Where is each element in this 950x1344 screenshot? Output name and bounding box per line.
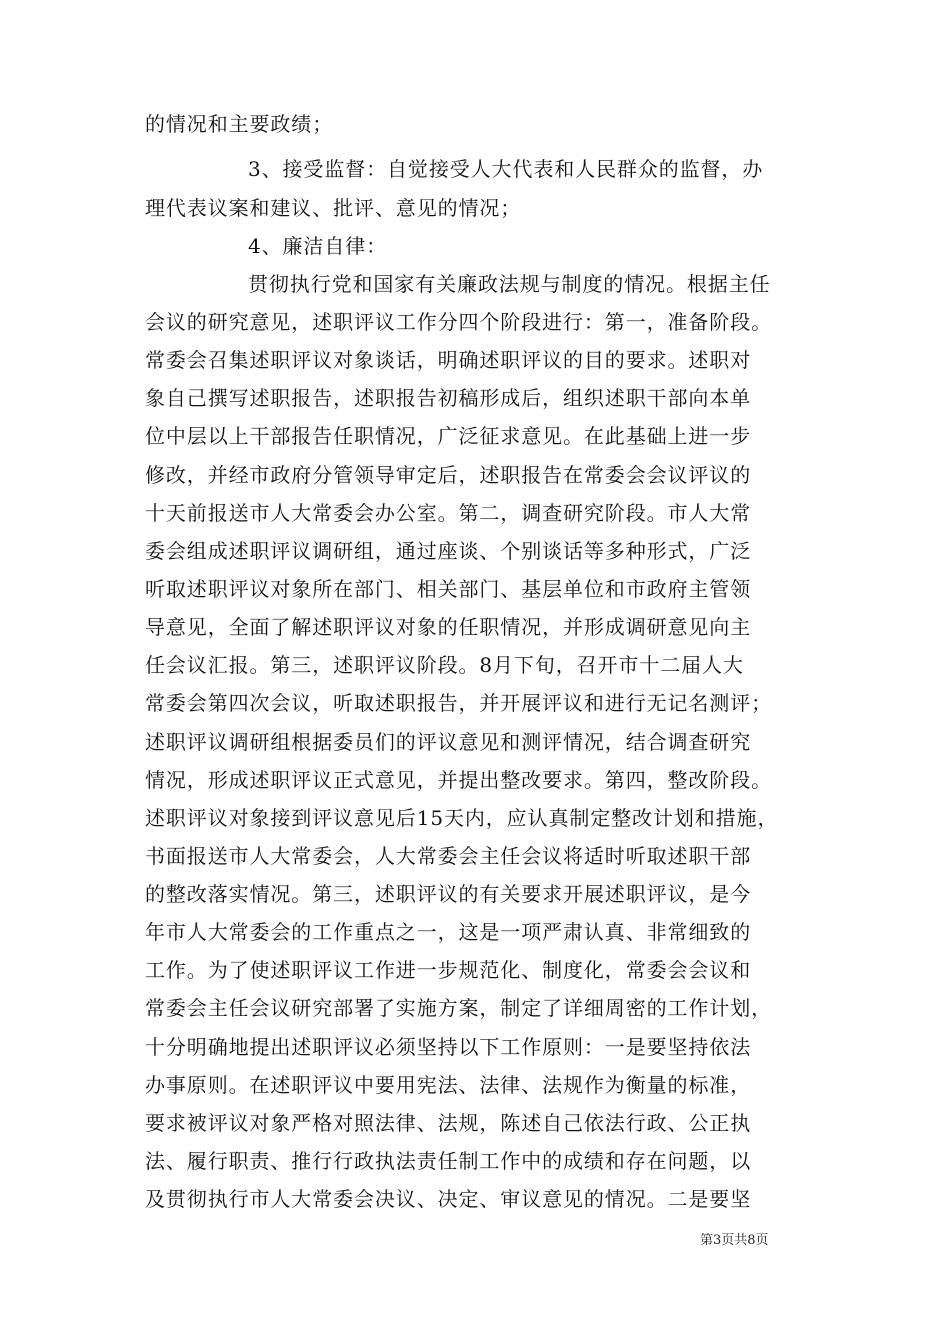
text-line: 的整改落实情况。第三，述职评议的有关要求开展述职评议，是今 xyxy=(145,882,752,906)
text-line: 位中层以上干部报告任职情况，广泛征求意见。在此基础上进一步 xyxy=(145,424,752,448)
text-line: 常委会主任会议研究部署了实施方案，制定了详细周密的工作计划， xyxy=(145,996,772,1020)
text-line: 理代表议案和建议、批评、意见的情况； xyxy=(145,196,522,220)
text-line: 常委会召集述职评议对象谈话，明确述职评议的目的要求。述职对 xyxy=(145,348,752,372)
text-line: 要求被评议对象严格对照法律、法规，陈述自己依法行政、公正执 xyxy=(145,1111,752,1135)
text-line: 委会组成述职评议调研组，通过座谈、个别谈话等多种形式，广泛 xyxy=(145,539,752,563)
text-line: 导意见，全面了解述职评议对象的任职情况，并形成调研意见向主 xyxy=(145,615,752,639)
text-line: 4、廉洁自律： xyxy=(248,234,388,258)
text-line: 常委会第四次会议，听取述职报告，并开展评议和进行无记名测评； xyxy=(145,691,772,715)
text-line: 听取述职评议对象所在部门、相关部门、基层单位和市政府主管领 xyxy=(145,577,752,601)
text-line: 十分明确地提出述职评议必须坚持以下工作原则：一是要坚持依法 xyxy=(145,1035,752,1059)
text-line: 情况，形成述职评议正式意见，并提出整改要求。第四，整改阶段。 xyxy=(145,768,772,792)
text-line: 修改，并经市政府分管领导审定后，述职报告在常委会会议评议的 xyxy=(145,463,752,487)
text-line: 象自己撰写述职报告，述职报告初稿形成后，组织述职干部向本单 xyxy=(145,386,752,410)
text-line: 年市人大常委会的工作重点之一，这是一项严肃认真、非常细致的 xyxy=(145,920,752,944)
text-line: 3、接受监督：自觉接受人大代表和人民群众的监督，办 xyxy=(248,157,764,181)
text-line: 的情况和主要政绩； xyxy=(145,112,334,136)
text-line: 法、履行职责、推行行政执法责任制工作中的成绩和存在问题，以 xyxy=(145,1149,752,1173)
text-line: 十天前报送市人大常委会办公室。第二，调查研究阶段。市人大常 xyxy=(145,501,752,525)
text-line: 工作。为了使述职评议工作进一步规范化、制度化，常委会会议和 xyxy=(145,958,752,982)
text-line: 办事原则。在述职评议中要用宪法、法律、法规作为衡量的标准， xyxy=(145,1073,752,1097)
text-line: 贯彻执行党和国家有关廉政法规与制度的情况。根据主任 xyxy=(248,272,771,296)
text-line: 及贯彻执行市人大常委会决议、决定、审议意见的情况。二是要坚 xyxy=(145,1187,752,1211)
text-line: 述职评议对象接到评议意见后15天内，应认真制定整改计划和措施， xyxy=(145,806,779,830)
text-line: 书面报送市人大常委会，人大常委会主任会议将适时听取述职干部 xyxy=(145,844,752,868)
page-number: 第3页共8页 xyxy=(700,1233,769,1248)
text-line: 会议的研究意见，述职评议工作分四个阶段进行：第一，准备阶段。 xyxy=(145,310,772,334)
text-line: 任会议汇报。第三，述职评议阶段。8月下旬，召开市十二届人大 xyxy=(145,653,744,677)
text-line: 述职评议调研组根据委员们的评议意见和测评情况，结合调查研究 xyxy=(145,730,752,754)
